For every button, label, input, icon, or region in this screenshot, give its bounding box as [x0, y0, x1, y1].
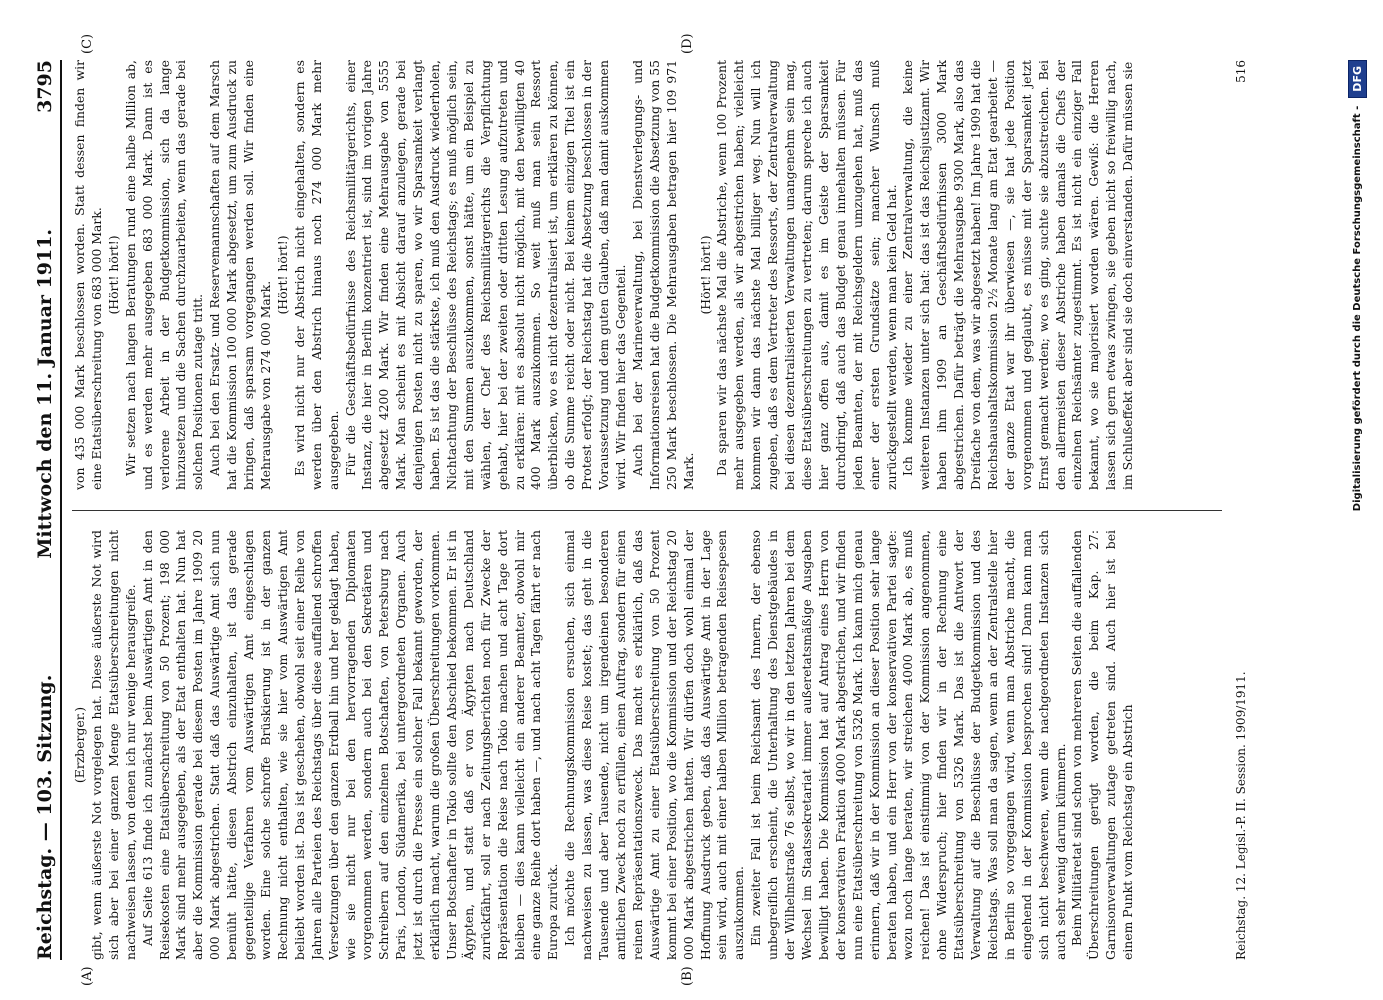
margin-mark-d: (D) [680, 33, 695, 54]
left-column [72, 530, 1222, 960]
page-number: 3795 [34, 60, 56, 113]
paragraph: Wir setzen nach langen Beratungen rund eine halbe Million ab, und es werden mehr ausgegeben 683 000 Mark. Dann ist es verlorene Arbeit in der Budgetkommission, sich da lange hinzusetzen und die Sachen durchzuarbeiten, wenn das gerade bei solchen Positionen zutage tritt. [122, 60, 206, 490]
interjection: (Hört! hört!) [274, 235, 290, 315]
digitization-credit [1348, 60, 1367, 960]
paragraph: gibt, wenn äußerste Not vorgelegen hat. Diese äußerste Not wird sich aber bei einer ganzen Menge Etatsüberschreitungen nicht nachweisen lassen, von denen ich nur wenige herausgreife. [88, 530, 138, 960]
speaker-name: (Erzberger.) [72, 706, 87, 784]
page-header [16, 60, 56, 960]
paragraph: Beim Militäretat sind schon von mehreren Seiten die auffallenden Überschreitungen gerügt worden, die beim Kap. 27: Garnisonverwaltungen zutage getreten sind. Auch hier ist bei einem Punkt vom Reichstag ein Abstrich [1069, 530, 1136, 960]
header-center: Mittwoch den 11. Januar 1911. [34, 228, 56, 559]
dfg-logo: DFG [1348, 60, 1367, 98]
paragraph: Für die Geschäftsbedürfnisse des Reichsmilitärgerichts, einer Instanz, die hier in Berlin konzentriert ist, sind im vorigen Jahre abgesetzt 4200 Mark. Wir finden eine Mehrausgabe von 5555 Mark. Man scheint es mit Absicht darauf anzulegen, gerade bei denjenigen Posten nicht zu sparen, wo wir Sparsamkeit verlangt haben. Es ist das die stärkste, ich muß den Ausdruck wiederholen, Nichtachtung der Beschlüsse des Reichstags; es muß möglich sein, mit den Summen auszukommen, sonst hätte, um ein Beispiel zu wählen, der Chef des Reichsmilitärgerichts die Verpflichtung gehabt, hier bei der zweiten oder dritten Lesung aufzutreten und zu erklären: mit es absolut nicht möglich, mit den bewilligten 40 400 Mark auszukommen. So weit muß man sein Ressort überblicken, wo es nicht dezentralisiert ist, um erklären zu können, ob die Summe reicht oder nicht. Bei keinem einzigen Titel ist ein Protest erfolgt; der Reichstag hat die Absetzung beschlossen in der Voraussetzung und dem guten Glauben, daß man damit auskommen wird. Wir finden hier das Gegenteil. [342, 60, 628, 490]
interjection: (Hört! hört!) [105, 235, 121, 315]
paragraph: Auch bei den Ersatz- und Reservemannschaften auf dem Marsch hat die Kommission 100 000 Mark abgesetzt, um zum Ausdruck zu bringen, daß sparsam vorgegangen werden soll. Wir finden eine Mehrausgabe von 274 000 Mark. [207, 60, 273, 490]
margin-mark-c: (C) [80, 33, 95, 54]
credit-text: Digitalisierung gefördert durch die Deutsche Forschungsgemeinschaft - [1352, 105, 1363, 512]
paragraph: Auch bei der Marineverwaltung, bei Dienstverlegungs- und Informationsreisen hat die Budgetkommission die Absetzung von 55 250 Mark beschlossen. Die Mehrausgaben betragen hier 109 971 Mark. [629, 60, 696, 490]
header-left: Reichstag. — 103. Sitzung. [34, 674, 56, 960]
paragraph: von 435 000 Mark beschlossen worden. Statt dessen finden wir eine Etatsüberschreitung von 683 000 Mark. [72, 60, 104, 490]
margin-mark-b: (B) [680, 966, 695, 986]
paragraph: Es wird nicht nur der Abstrich nicht eingehalten, sondern es werden über den Abstrich hinaus noch 274 000 Mark mehr ausgegeben. [291, 60, 341, 490]
interjection: (Hört! hört!) [697, 235, 713, 315]
header-rule [60, 60, 62, 960]
column-divider [72, 510, 1222, 511]
sheet-number: 516 [1234, 60, 1248, 83]
paragraph: Ich möchte die Rechnungskommission ersuchen, sich einmal nachweisen zu lassen, was diese Reise kostet; das geht in die Tausende und aber Tausende, nicht um irgendeinen besonderen amtlichen Zweck noch zu erfüllen, einen Auftrag, sondern für einen reinen Repräsentationszweck. Das macht es erklärlich, daß das Auswärtige Amt zu einer Etatsüberschreitung von 50 Prozent kommt bei einer Position, wo die Kommission und der Reichstag 20 000 Mark abgestrichen hatten. Wir dürfen doch wohl einmal der Hoffnung Ausdruck geben, daß das Auswärtige Amt in der Lage sein wird, auch mit einer halben Million betragenden Reisespesen auszukommen. [562, 530, 747, 960]
footer-signature: Reichstag. 12. Legisl.-P. II. Session. 1909/1911. [1234, 671, 1248, 960]
paragraph: Ich komme wieder zu einer Zentralverwaltung, die keine weiteren Instanzen unter sich hat: das ist das Reichsjustizamt. Wir haben ihm 1909 an Geschäftsbedürfnissen 3000 Mark abgestrichen. Dafür beträgt die Mehrausgabe 9300 Mark, also das Dreifache von dem, was wir abgesetzt haben! Im Jahre 1909 hat die Reichshaushaltskommission 2½ Monate lang am Etat gearbeitet — der ganze Etat war ihr überwiesen —, sie hat jede Position vorgenommen und geglaubt, es müsse mit der Sparsamkeit jetzt Ernst gemacht werden; wo es ging, suchte sie abzustreichen. Bei den allermeisten dieser Abstriche haben damals die Chefs der einzelnen Reichsämter zugestimmt. Es ist nicht ein einziger Fall bekannt, wo sie majorisiert worden wären. Gewiß: die Herren lassen sich gern etwas zwingen, sie geben nicht so freiwillig nach, im Schlußeffekt aber sind sie doch einverstanden. Dafür müssen sie [900, 60, 1136, 490]
right-column [72, 60, 1222, 490]
paragraph: Da sparen wir das nächste Mal die Abstriche, wenn 100 Prozent mehr ausgegeben werden, als wir abgestrichen haben; vielleicht kommen wir dann das nächste Mal billiger weg. Nun will ich zugeben, daß es dem Vertreter des Ressorts, der Zentralverwaltung bei diesen dezentralisierten Verwaltungen unangenehm sein mag, diese Etatsüberschreitungen zu vertreten; darum spreche ich auch hier ganz offen aus, damit es im Geiste der Sparsamkeit durchdringt, daß auch das Budget genau innehalten müssen. Für jeden Beamten, der mit Reichsgeldern umzugehen hat, muß das einer der ersten Grundsätze sein; mancher Wunsch muß zurückgestellt werden, wenn man kein Geld hat. [714, 60, 899, 490]
paragraph: Auf Seite 613 finde ich zunächst beim Auswärtigen Amt in den Reisekosten eine Etatsüberschreitung von 50 Prozent; 198 000 Mark sind mehr ausgegeben, als der Etat enthalten hat. Nun hat aber die Kommission gerade bei diesem Posten im Jahre 1909 20 000 Mark abgestrichen. Statt daß das Auswärtige Amt sich nun bemüht hätte, diesen Abstrich einzuhalten, ist das gerade gegenteilige Verfahren vom Auswärtigen Amt eingeschlagen worden. Eine solche schroffe Brüskierung ist in der ganzen Rechnung nicht enthalten, wie sie hier vom Auswärtigen Amt beliebt worden ist. Das ist geschehen, obwohl seit einer Reihe von Jahren alle Parteien des Reichstags über diese auffallend schroffen Versetzungen über den ganzen Erdball hin und her geklagt haben, wie sie nicht nur bei den hervorragenden Diplomaten vorgenommen werden, sondern auch bei den Sekretären und Schreibern auf den einzelnen Botschaften, von Petersburg nach Paris, London, Südamerika, bei untergeordneten Organen. Auch jetzt ist durch die Presse ein solcher Fall bekannt geworden, der erklärlich macht, warum die großen Überschreitungen vorkommen. Unser Botschafter in Tokio sollte den Abschied bekommen. Er ist in Ägypten, und statt daß er von Ägypten nach Deutschland zurückfährt, soll er nach Zeitungsberichten noch für Zwecke der Repräsentation die Reise nach Tokio machen und acht Tage dort bleiben — dies kann vielleicht ein anderer Beamter, obwohl mir eine ganze Reihe dort haben —, und nach acht Tagen fährt er nach Europa zurück. [139, 530, 561, 960]
paragraph: Ein zweiter Fall ist beim Reichsamt des Innern, der ebenso unbegreiflich erscheint, die Unterhaltung des Dienstgebäudes in der Wilhelmstraße 76 selbst, wo wir in den letzten Jahren bei dem Wechsel im Staatssekretariat immer außeretatsmäßige Ausgaben bewilligt haben. Die Kommission hat auf Antrag eines Herrn von der konservativen Fraktion 4000 Mark abgestrichen, und wir finden nun eine Etatsüberschreitung von 5326 Mark. Ich kann mich genau erinnern, daß wir in der Kommission an dieser Position sehr lange beraten haben, und ein Herr von der konservativen Partei sagte: wozu noch lange beraten, wir streichen 4000 Mark ab, es muß reichen! Das ist einstimmig von der Kommission angenommen, ohne Widerspruch; hier finden wir in der Rechnung eine Etatsüberschreitung von 5326 Mark. Das ist die Antwort der Verwaltung auf die Beschlüsse der Budgetkommission und des Reichstags. Was soll man da sagen, wenn an der Zentralstelle hier in Berlin so vorgegangen wird, wenn man Abstriche macht, die eingehend in der Kommission besprochen sind! Dann kann man sich nicht beschweren, wenn die nachgeordneten Instanzen sich auch sehr wenig darum kümmern. [748, 530, 1068, 960]
margin-mark-a: (A) [80, 966, 95, 986]
